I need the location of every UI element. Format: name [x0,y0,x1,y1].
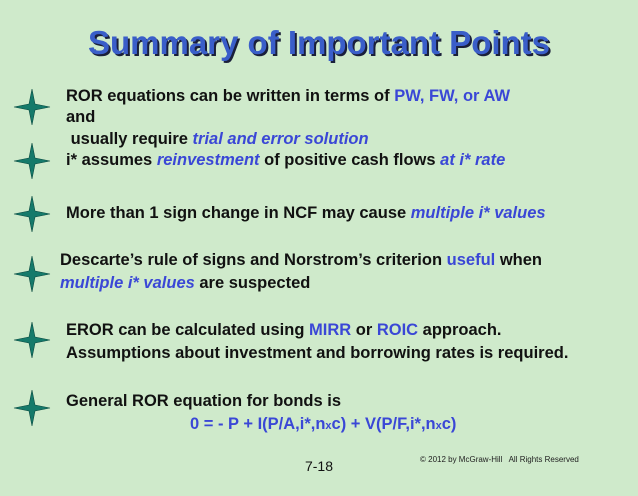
copyright-notice: © 2012 by McGraw-Hill All Rights Reserved [420,455,579,464]
star-bullet-icon [13,321,51,359]
bullet-1-line-3 [66,129,369,149]
bullet-4-highlight-2: multiple i* values [60,274,195,292]
bullet-5-or: or [351,321,377,339]
bullet-5-line-1 [66,320,502,340]
bullet-6-line-1 [66,391,341,411]
bullet-4-text-3: are suspected [194,274,311,292]
bullet-1-highlight: PW, FW, or AW [394,87,511,105]
bond-equation-part-2: c) + V(P/F,i*,n [331,415,436,433]
bullet-4-line-2 [60,273,310,293]
star-bullet-icon [13,88,51,126]
bullet-2 [66,150,505,170]
bullet-4-highlight: useful [446,251,496,269]
bullet-3-highlight: multiple i* values [410,204,546,222]
bullet-1-and: and [66,108,96,126]
star-bullet-icon [13,195,51,233]
star-bullet-icon [13,142,51,180]
bullet-1-text-2: usually require [66,130,193,148]
bullet-5-approach: approach. [418,321,502,339]
bond-equation-part-1: 0 = - P + I(P/A,i*,n [190,415,326,433]
bond-equation-sub-2: x [435,420,442,432]
bullet-2-highlight-b: at i* rate [440,151,506,169]
bullet-1-line-2 [66,107,95,127]
bullet-5-text: EROR can be calculated using [66,321,309,339]
bullet-5-assumptions: Assumptions about investment and borrowing rates is required. [66,344,569,362]
bullet-4-line-1 [60,250,542,270]
bullet-4-text-2: when [495,251,542,269]
bond-equation-part-3: c) [441,415,457,433]
bullet-6-text: General ROR equation for bonds is [66,392,342,410]
bullet-5-mirr: MIRR [308,321,352,339]
bullet-3-text: More than 1 sign change in NCF may cause [66,204,411,222]
bond-equation [190,414,456,436]
star-bullet-icon [13,389,51,427]
bullet-5-roic: ROIC [376,321,419,339]
page-number: 7-18 [304,458,334,474]
bullet-1-line-1 [66,86,510,106]
bullet-3 [66,203,546,223]
bullet-2-text-a: i* assumes [66,151,157,169]
slide-title: Summary of Important Points [87,24,551,61]
bullet-1-highlight-2: trial and error solution [192,130,369,148]
bullet-2-text-b: of positive cash flows [259,151,441,169]
bond-equation-sub-1: x [325,420,332,432]
star-bullet-icon [13,255,51,293]
bullet-2-highlight-a: reinvestment [156,151,260,169]
bullet-4-text: Descarte’s rule of signs and Norstrom’s criterion [60,251,447,269]
bullet-5-line-2 [66,343,568,363]
bullet-1-text: ROR equations can be written in terms of [66,87,395,105]
